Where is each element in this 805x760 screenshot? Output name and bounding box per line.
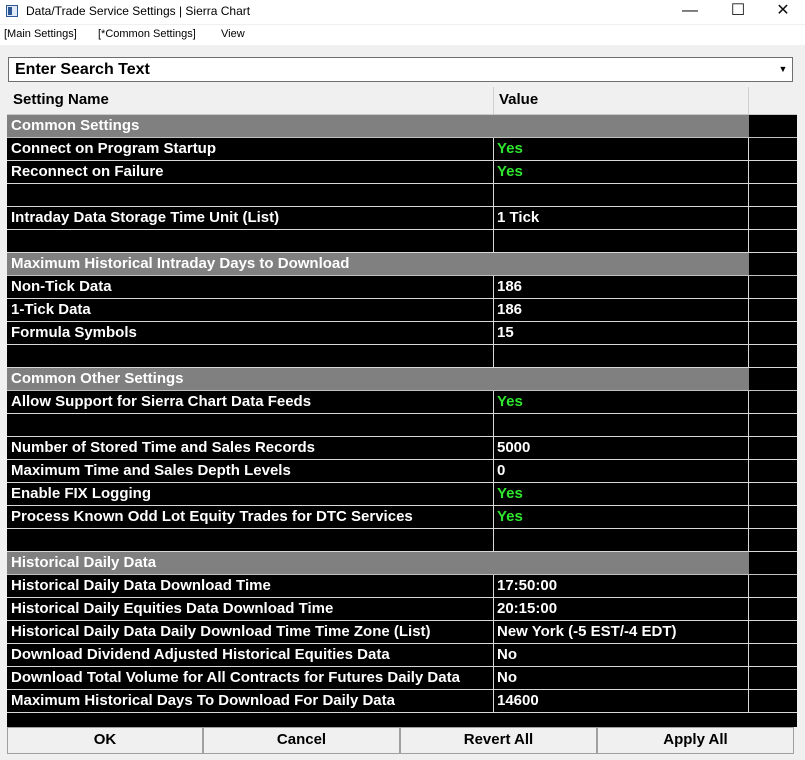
setting-name: Number of Stored Time and Sales Records — [11, 439, 315, 456]
setting-name: Process Known Odd Lot Equity Trades for DTC Services — [11, 508, 413, 525]
column-divider — [748, 345, 749, 367]
column-divider — [748, 529, 749, 551]
column-divider — [748, 161, 749, 183]
column-divider — [493, 230, 494, 252]
column-divider — [493, 644, 494, 666]
section-tail — [749, 253, 797, 275]
column-divider — [748, 276, 749, 298]
section-header-row — [7, 253, 797, 276]
setting-row[interactable] — [7, 575, 797, 598]
section-tail — [749, 368, 797, 390]
column-divider — [748, 138, 749, 160]
menu-main-settings[interactable]: [Main Settings] — [4, 28, 77, 40]
setting-value[interactable]: 186 — [497, 278, 523, 295]
setting-row[interactable] — [7, 322, 797, 345]
column-divider — [493, 575, 494, 597]
column-divider — [748, 391, 749, 413]
setting-value[interactable]: 17:50:00 — [497, 577, 558, 594]
column-divider — [493, 138, 494, 160]
search-input[interactable]: Enter Search Text — [15, 61, 150, 78]
apply-all-button[interactable]: Apply All — [597, 727, 794, 754]
setting-name: Historical Daily Data Download Time — [11, 577, 271, 594]
setting-row[interactable] — [7, 483, 797, 506]
setting-name: Download Dividend Adjusted Historical Equities Data — [11, 646, 390, 663]
setting-row[interactable] — [7, 207, 797, 230]
setting-row[interactable] — [7, 138, 797, 161]
column-divider — [748, 460, 749, 482]
header-divider — [748, 87, 749, 114]
setting-value[interactable]: Yes — [497, 508, 523, 525]
column-divider — [748, 437, 749, 459]
column-divider — [493, 391, 494, 413]
window-title: Data/Trade Service Settings | Sierra Chart — [26, 4, 251, 18]
setting-row[interactable] — [7, 644, 797, 667]
column-divider — [493, 598, 494, 620]
setting-row[interactable] — [7, 460, 797, 483]
setting-row[interactable] — [7, 690, 797, 713]
setting-name: Download Total Volume for All Contracts for Futures Daily Data — [11, 669, 460, 686]
section-tail — [749, 552, 797, 574]
column-divider — [493, 299, 494, 321]
setting-value[interactable]: Yes — [497, 140, 523, 157]
blank-row — [7, 184, 797, 207]
setting-row[interactable] — [7, 437, 797, 460]
header-divider — [493, 87, 494, 114]
column-divider — [493, 184, 494, 206]
setting-row[interactable] — [7, 299, 797, 322]
column-divider — [493, 345, 494, 367]
setting-value[interactable]: 1 Tick — [497, 209, 540, 226]
section-header-row — [7, 115, 797, 138]
setting-value[interactable]: Yes — [497, 485, 523, 502]
setting-row[interactable] — [7, 276, 797, 299]
column-divider — [493, 207, 494, 229]
setting-row[interactable] — [7, 598, 797, 621]
section-tail — [749, 115, 797, 137]
setting-name: Maximum Time and Sales Depth Levels — [11, 462, 291, 479]
column-divider — [748, 230, 749, 252]
search-combobox[interactable] — [8, 57, 793, 82]
title-bar — [0, 0, 805, 24]
setting-name: 1-Tick Data — [11, 301, 91, 318]
column-divider — [748, 667, 749, 689]
setting-value[interactable]: 186 — [497, 301, 523, 318]
dropdown-arrow-icon[interactable]: ▼ — [778, 64, 788, 74]
column-divider — [493, 529, 494, 551]
section-title: Common Settings — [11, 117, 140, 134]
section-title: Common Other Settings — [11, 370, 184, 387]
grid-header — [7, 87, 797, 115]
blank-row — [7, 345, 797, 368]
column-divider — [493, 414, 494, 436]
column-divider — [493, 161, 494, 183]
header-setting-name[interactable]: Setting Name — [13, 91, 109, 108]
maximize-button[interactable]: ☐ — [730, 2, 746, 19]
menu-view[interactable]: View — [221, 28, 245, 40]
app-icon — [6, 5, 18, 17]
column-divider — [748, 322, 749, 344]
minimize-button[interactable]: — — [682, 2, 698, 19]
setting-name: Allow Support for Sierra Chart Data Feeds — [11, 393, 312, 410]
button-bar — [7, 727, 797, 754]
column-divider — [493, 690, 494, 712]
column-divider — [493, 506, 494, 528]
column-divider — [748, 184, 749, 206]
blank-row — [7, 529, 797, 552]
setting-value[interactable]: Yes — [497, 393, 523, 410]
section-header-row — [7, 368, 797, 391]
setting-name: Historical Daily Equities Data Download Time — [11, 600, 334, 617]
column-divider — [493, 621, 494, 643]
column-divider — [748, 644, 749, 666]
menu-bar — [0, 25, 805, 45]
column-divider — [493, 483, 494, 505]
setting-value[interactable]: 20:15:00 — [497, 600, 558, 617]
column-divider — [493, 437, 494, 459]
setting-value[interactable]: No — [497, 669, 517, 686]
setting-name: Intraday Data Storage Time Unit (List) — [11, 209, 280, 226]
column-divider — [748, 598, 749, 620]
section-header-row — [7, 552, 797, 575]
setting-name: Historical Daily Data Daily Download Time Time Zone (List) — [11, 623, 431, 640]
section-title: Maximum Historical Intraday Days to Download — [11, 255, 350, 272]
setting-name: Enable FIX Logging — [11, 485, 151, 502]
setting-value[interactable]: New York (-5 EST/-4 EDT) — [497, 623, 677, 640]
column-divider — [748, 506, 749, 528]
blank-row — [7, 414, 797, 437]
column-divider — [748, 483, 749, 505]
setting-name: Maximum Historical Days To Download For Daily Data — [11, 692, 395, 709]
column-divider — [748, 621, 749, 643]
header-value[interactable]: Value — [499, 91, 539, 108]
setting-name: Reconnect on Failure — [11, 163, 164, 180]
menu-common-settings[interactable]: [*Common Settings] — [98, 28, 196, 40]
ok-button[interactable]: OK — [7, 727, 203, 754]
section-title: Historical Daily Data — [11, 554, 157, 571]
column-divider — [493, 322, 494, 344]
column-divider — [493, 460, 494, 482]
setting-value[interactable]: 14600 — [497, 692, 539, 709]
cancel-button[interactable]: Cancel — [203, 727, 400, 754]
setting-name: Formula Symbols — [11, 324, 137, 341]
setting-name: Connect on Program Startup — [11, 140, 217, 157]
blank-row — [7, 230, 797, 253]
setting-row[interactable] — [7, 161, 797, 184]
setting-value[interactable]: Yes — [497, 163, 523, 180]
column-divider — [748, 299, 749, 321]
setting-row[interactable] — [7, 506, 797, 529]
setting-value[interactable]: 5000 — [497, 439, 531, 456]
setting-value[interactable]: No — [497, 646, 517, 663]
setting-row[interactable] — [7, 621, 797, 644]
setting-value[interactable]: 0 — [497, 462, 506, 479]
setting-row[interactable] — [7, 667, 797, 690]
revert-all-button[interactable]: Revert All — [400, 727, 597, 754]
column-divider — [493, 276, 494, 298]
close-button[interactable]: ✕ — [776, 2, 790, 19]
column-divider — [493, 667, 494, 689]
setting-row[interactable] — [7, 391, 797, 414]
column-divider — [748, 575, 749, 597]
setting-name: Non-Tick Data — [11, 278, 112, 295]
column-divider — [748, 690, 749, 712]
column-divider — [748, 207, 749, 229]
setting-value[interactable]: 15 — [497, 324, 514, 341]
column-divider — [748, 414, 749, 436]
settings-grid — [7, 87, 797, 727]
